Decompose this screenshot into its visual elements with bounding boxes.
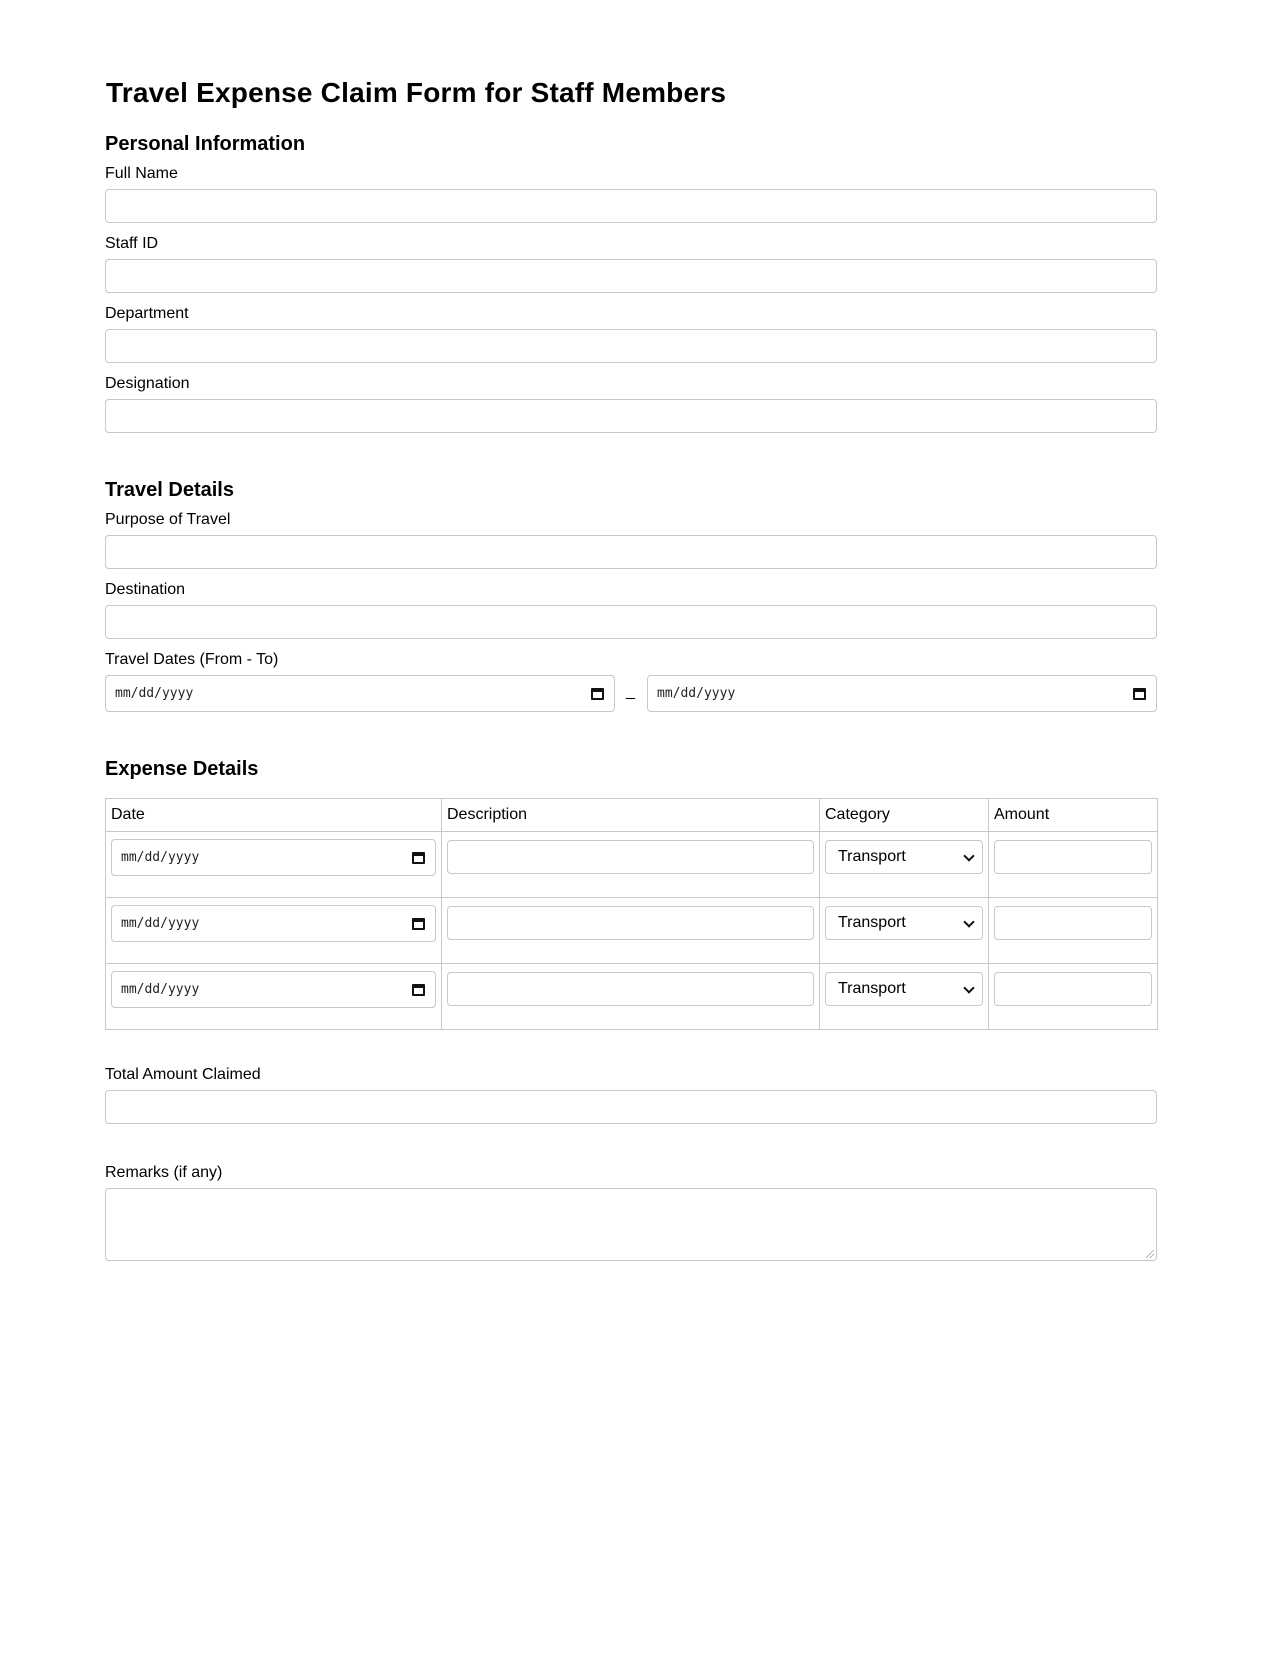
category-cell <box>820 964 989 1030</box>
travel-date-to-placeholder: mm/dd/yyyy <box>657 686 736 701</box>
remarks-textarea[interactable] <box>105 1188 1157 1261</box>
travel-details-section <box>105 477 1157 503</box>
expense-description-input[interactable] <box>447 906 814 940</box>
calendar-icon[interactable] <box>591 688 604 700</box>
designation-input[interactable] <box>105 399 1157 433</box>
personal-information-section <box>105 131 1157 157</box>
destination-label: Destination <box>105 581 186 598</box>
section-heading-personal: Personal Information <box>105 133 306 155</box>
expense-amount-input[interactable] <box>994 840 1152 874</box>
department-input[interactable] <box>105 329 1157 363</box>
category-selected-value: Transport <box>838 980 906 997</box>
travel-dates-group <box>105 650 1157 712</box>
full-name-group <box>105 164 1157 223</box>
category-cell <box>820 898 989 964</box>
expense-date-input[interactable] <box>111 839 436 876</box>
page-title: Travel Expense Claim Form for Staff Members <box>106 77 727 108</box>
staff-id-label: Staff ID <box>105 235 159 252</box>
remarks-label: Remarks (if any) <box>105 1164 223 1181</box>
expense-description-input[interactable] <box>447 972 814 1006</box>
category-cell <box>820 832 989 898</box>
calendar-icon[interactable] <box>412 852 425 864</box>
total-label: Total Amount Claimed <box>105 1066 261 1083</box>
expense-description-input[interactable] <box>447 840 814 874</box>
column-header-amount: Amount <box>989 799 1158 832</box>
expense-date-placeholder: mm/dd/yyyy <box>121 850 200 865</box>
description-cell <box>442 832 820 898</box>
description-cell <box>442 898 820 964</box>
expense-claim-form <box>105 60 1157 1181</box>
full-name-label: Full Name <box>105 165 178 182</box>
date-cell <box>106 964 442 1030</box>
expense-amount-input[interactable] <box>994 972 1152 1006</box>
expense-table-wrapper <box>105 798 1158 1030</box>
table-row <box>106 964 1158 1030</box>
department-label: Department <box>105 305 189 322</box>
calendar-icon[interactable] <box>412 984 425 996</box>
purpose-group <box>105 510 1157 569</box>
amount-cell <box>989 964 1158 1030</box>
expense-date-placeholder: mm/dd/yyyy <box>121 982 200 997</box>
staff-id-group <box>105 234 1157 293</box>
full-name-input[interactable] <box>105 189 1157 223</box>
date-cell <box>106 898 442 964</box>
expense-table-header <box>106 799 1158 832</box>
expense-date-input[interactable] <box>111 971 436 1008</box>
expense-category-select[interactable] <box>825 906 983 940</box>
remarks-group <box>105 1163 1157 1261</box>
purpose-input[interactable] <box>105 535 1157 569</box>
expense-amount-input[interactable] <box>994 906 1152 940</box>
destination-group <box>105 580 1157 639</box>
travel-date-from-placeholder: mm/dd/yyyy <box>115 686 194 701</box>
category-selected-value: Transport <box>838 848 906 865</box>
expense-date-input[interactable] <box>111 905 436 942</box>
chevron-down-icon <box>963 850 974 861</box>
column-header-category: Category <box>820 799 989 832</box>
table-row <box>106 832 1158 898</box>
expense-details-section <box>105 756 1157 782</box>
chevron-down-icon <box>963 982 974 993</box>
description-cell <box>442 964 820 1030</box>
travel-date-to-input[interactable] <box>647 675 1157 712</box>
calendar-icon[interactable] <box>1133 688 1146 700</box>
department-group <box>105 304 1157 363</box>
amount-cell <box>989 832 1158 898</box>
chevron-down-icon <box>963 916 974 927</box>
expense-category-select[interactable] <box>825 840 983 874</box>
expense-date-placeholder: mm/dd/yyyy <box>121 916 200 931</box>
column-header-description: Description <box>442 799 820 832</box>
category-selected-value: Transport <box>838 914 906 931</box>
calendar-icon[interactable] <box>412 918 425 930</box>
designation-group <box>105 374 1157 433</box>
total-amount-input[interactable] <box>105 1090 1157 1124</box>
travel-date-from-input[interactable] <box>105 675 615 712</box>
date-cell <box>106 832 442 898</box>
expense-category-select[interactable] <box>825 972 983 1006</box>
section-heading-expense: Expense Details <box>105 758 259 780</box>
purpose-label: Purpose of Travel <box>105 511 231 528</box>
table-row <box>106 898 1158 964</box>
resize-handle-icon[interactable] <box>1146 1250 1154 1258</box>
column-header-date: Date <box>106 799 442 832</box>
travel-dates-label: Travel Dates (From - To) <box>105 651 279 668</box>
amount-cell <box>989 898 1158 964</box>
designation-label: Designation <box>105 375 190 392</box>
section-heading-travel: Travel Details <box>105 479 234 501</box>
expense-table <box>105 798 1158 1030</box>
destination-input[interactable] <box>105 605 1157 639</box>
staff-id-input[interactable] <box>105 259 1157 293</box>
date-range-separator: _ <box>626 683 635 700</box>
total-group <box>105 1065 1157 1124</box>
